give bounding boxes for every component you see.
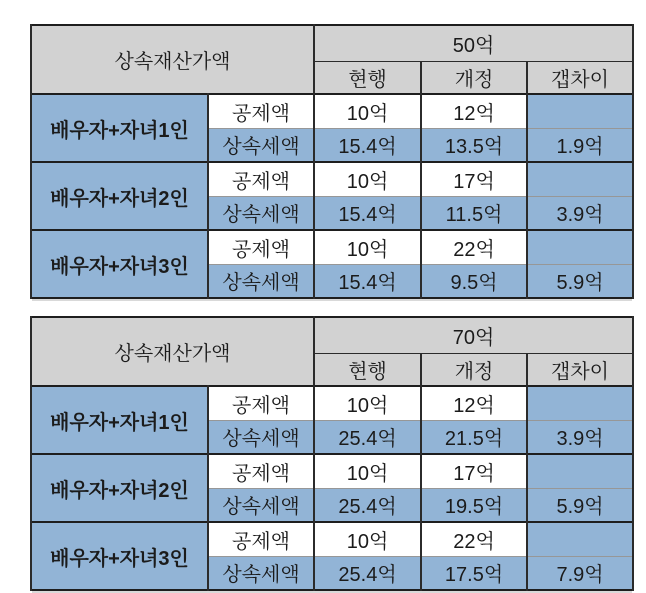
value-cell-gap: 3.9억 xyxy=(527,420,633,454)
value-cell-revised: 17.5억 xyxy=(421,556,527,590)
row-label-cell: 상속세액 xyxy=(208,556,314,590)
row-label-cell: 공제액 xyxy=(208,162,314,196)
value-cell-gap: 7.9억 xyxy=(527,556,633,590)
group-label-cell: 배우자+자녀1인 xyxy=(31,94,208,162)
group-label-cell: 배우자+자녀3인 xyxy=(31,230,208,298)
value-cell-current: 25.4억 xyxy=(314,488,421,522)
row-label-cell: 상속세액 xyxy=(208,196,314,230)
value-cell-revised: 12억 xyxy=(421,386,527,420)
col-header-revised: 개정 xyxy=(421,353,527,386)
value-cell-current: 10억 xyxy=(314,386,421,420)
value-cell-revised: 21.5억 xyxy=(421,420,527,454)
inheritance-tax-table-50 xyxy=(30,24,634,299)
corner-header-cell: 상속재산가액 xyxy=(31,317,314,386)
row-label-cell: 공제액 xyxy=(208,522,314,556)
row-label-cell: 상속세액 xyxy=(208,488,314,522)
value-cell-current: 25.4억 xyxy=(314,420,421,454)
value-cell-current: 10억 xyxy=(314,454,421,488)
value-cell-revised: 17억 xyxy=(421,162,527,196)
group-label-cell: 배우자+자녀3인 xyxy=(31,522,208,590)
value-cell-revised: 13.5억 xyxy=(421,128,527,162)
value-cell-gap xyxy=(527,162,633,196)
value-cell-gap: 3.9억 xyxy=(527,196,633,230)
value-cell-gap xyxy=(527,230,633,264)
value-cell-gap xyxy=(527,522,633,556)
value-cell-gap: 5.9억 xyxy=(527,264,633,298)
row-label-cell: 상속세액 xyxy=(208,128,314,162)
col-header-current: 현행 xyxy=(314,61,421,94)
value-cell-current: 10억 xyxy=(314,230,421,264)
value-cell-revised: 11.5억 xyxy=(421,196,527,230)
row-label-cell: 상속세액 xyxy=(208,420,314,454)
group-label-cell: 배우자+자녀2인 xyxy=(31,162,208,230)
value-cell-gap: 5.9억 xyxy=(527,488,633,522)
group-label-cell: 배우자+자녀2인 xyxy=(31,454,208,522)
corner-header-cell: 상속재산가액 xyxy=(31,25,314,94)
value-cell-revised: 9.5억 xyxy=(421,264,527,298)
value-cell-current: 15.4억 xyxy=(314,264,421,298)
row-label-cell: 상속세액 xyxy=(208,264,314,298)
value-cell-revised: 22억 xyxy=(421,230,527,264)
inheritance-tax-table-70 xyxy=(30,316,634,591)
col-header-revised: 개정 xyxy=(421,61,527,94)
col-header-gap: 갭차이 xyxy=(527,61,633,94)
value-cell-gap xyxy=(527,454,633,488)
col-header-gap: 갭차이 xyxy=(527,353,633,386)
value-cell-current: 10억 xyxy=(314,522,421,556)
value-cell-current: 10억 xyxy=(314,94,421,128)
value-cell-revised: 19.5억 xyxy=(421,488,527,522)
value-cell-current: 10억 xyxy=(314,162,421,196)
value-cell-current: 25.4억 xyxy=(314,556,421,590)
value-cell-gap xyxy=(527,386,633,420)
value-cell-revised: 22억 xyxy=(421,522,527,556)
value-cell-current: 15.4억 xyxy=(314,128,421,162)
amount-header-cell: 70억 xyxy=(314,317,633,353)
value-cell-revised: 17억 xyxy=(421,454,527,488)
col-header-current: 현행 xyxy=(314,353,421,386)
value-cell-current: 15.4억 xyxy=(314,196,421,230)
value-cell-gap: 1.9억 xyxy=(527,128,633,162)
group-label-cell: 배우자+자녀1인 xyxy=(31,386,208,454)
row-label-cell: 공제액 xyxy=(208,386,314,420)
value-cell-gap xyxy=(527,94,633,128)
row-label-cell: 공제액 xyxy=(208,94,314,128)
row-label-cell: 공제액 xyxy=(208,454,314,488)
amount-header-cell: 50억 xyxy=(314,25,633,61)
row-label-cell: 공제액 xyxy=(208,230,314,264)
value-cell-revised: 12억 xyxy=(421,94,527,128)
